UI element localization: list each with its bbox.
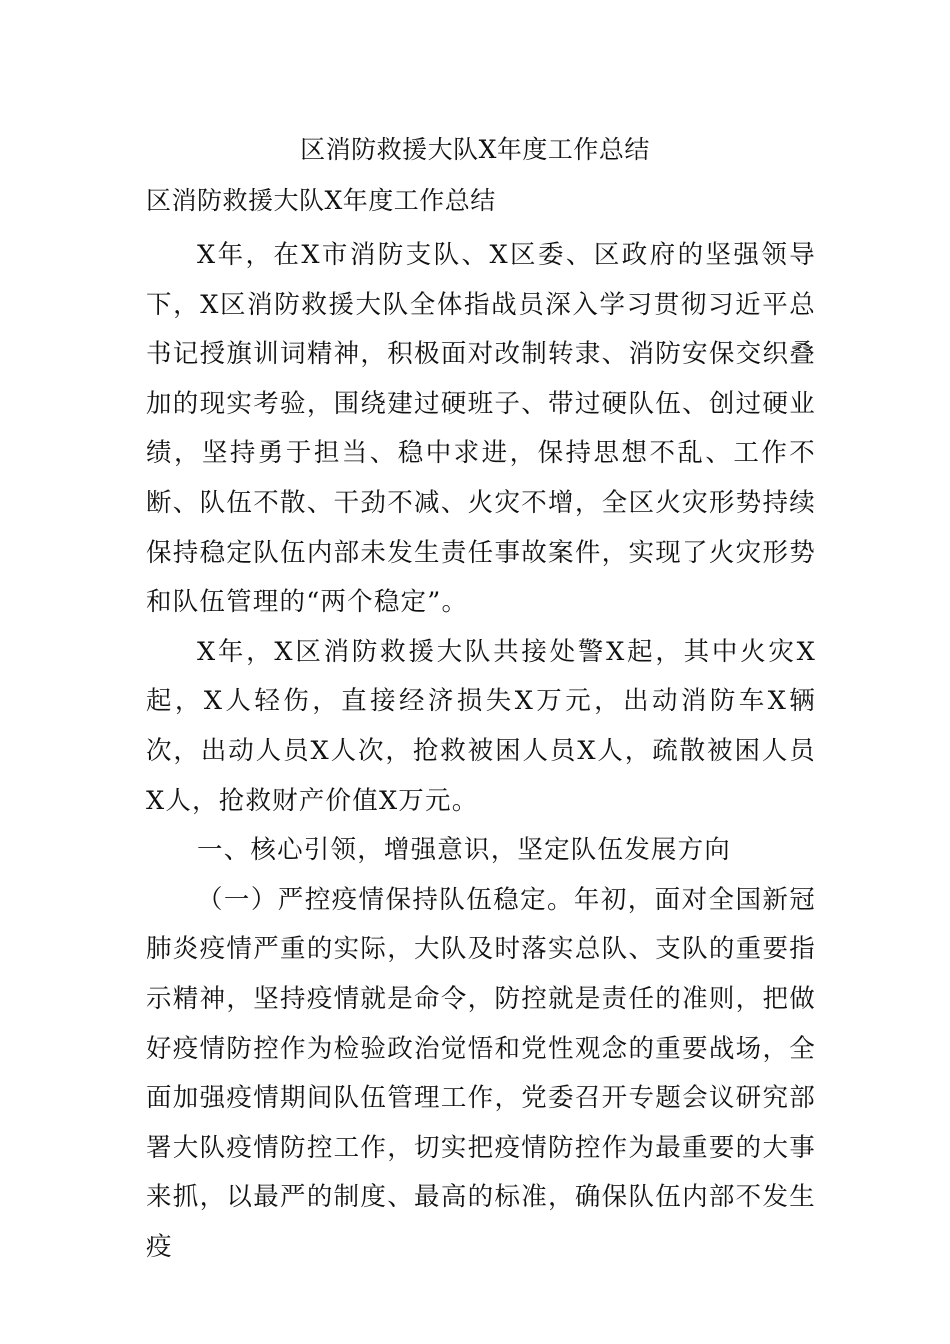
paragraph-statistics: X年，X区消防救援大队共接处警X起，其中火灾X起，X人轻伤，直接经济损失X万元，出动消防车X辆次，出动人员X人次，抢救被困人员X人，疏散被困人员X人，抢救财产价值X万元。 (146, 636, 816, 816)
paragraph-epidemic-control: （一）严控疫情保持队伍稳定。年初，面对全国新冠肺炎疫情严重的实际，大队及时落实总队、支队的重要指示精神，坚持疫情就是命令，防控就是责任的准则，把做好疫情防控作为检验政治觉悟和党性观念的重要战场，全面加强疫情期间队伍管理工作，党委召开专题会议研究部署大队疫情防控工作，切实把疫情防控作为最重要的大事来抓，以最严的制度、最高的标准，确保队伍内部不发生疫 (146, 884, 816, 1262)
document-body (146, 231, 816, 1272)
section-heading-1: 一、核心引领，增强意识，坚定队伍发展方向 (197, 835, 732, 866)
paragraph-leadership: X年，在X市消防支队、X区委、区政府的坚强领导下，X区消防救援大队全体指战员深入学习贯彻习近平总书记授旗训词精神，积极面对改制转隶、消防安保交织叠加的现实考验，围绕建过硬班子、带过硬队伍、创过硬业绩，坚持勇于担当、稳中求进，保持思想不乱、工作不断、队伍不散、干劲不减、火灾不增，全区火灾形势持续保持稳定队伍内部未发生责任事故案件，实现了火灾形势和队伍管理的“两个稳定”。 (146, 240, 816, 618)
document-title: 区消防救援大队X年度工作总结 (300, 135, 650, 164)
document-subtitle: 区消防救援大队X年度工作总结 (146, 186, 496, 215)
